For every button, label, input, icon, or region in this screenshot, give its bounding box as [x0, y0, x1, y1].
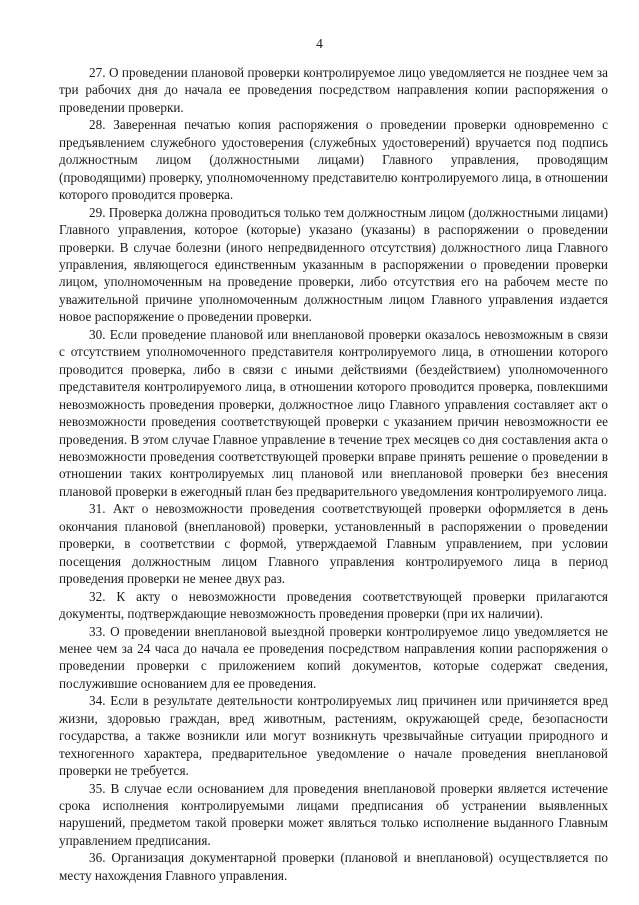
document-body [59, 64, 608, 884]
paragraph-30: 30. Если проведение плановой или внеплановой проверки оказалось невозможным в связи с отсутствием уполномоченного представителя контролируемого лица, в отношении которого проводится проверка, либо в связи с иными действиями (бездействием) уполномоченного представителя контролируемого лица, в отношении которого проводится проверка, повлекшими невозможность проведения проверки, должностное лицо Главного управления составляет акт о невозможности проведения соответствующей проверки с указанием причин невозможности ее проведения. В этом случае Главное управление в течение трех месяцев со дня составления акта о невозможности проведения соответствующей проверки вправе принять решение о проведении в отношении таких контролируемых лиц плановой или внеплановой проверки без внесения плановой проверки в ежегодный план без предварительного уведомления контролируемого лица. [59, 326, 608, 499]
paragraph-29: 29. Проверка должна проводиться только тем должностным лицом (должностными лицами) Главного управления, которое (которые) указано (указаны) в распоряжении о проведении проверки. В случае болезни (иного непредвиденного отсутствия) должностного лица Главного управления, являющегося единственным указанным в распоряжении о проведении проверки лицом, уполномоченным на проведение проверки, либо отсутствия его на рабочем месте по уважительной причине уполномоченным должностным лицом Главного управления издается новое распоряжение о проведении проверки. [59, 204, 608, 325]
paragraph-32: 32. К акту о невозможности проведения соответствующей проверки прилагаются документы, подтверждающие невозможность проведения проверки (при их наличии). [59, 588, 608, 622]
paragraph-36: 36. Организация документарной проверки (плановой и внеплановой) осуществляется по месту нахождения Главного управления. [59, 850, 608, 883]
paragraph-28: 28. Заверенная печатью копия распоряжения о проведении проверки одновременно с предъявлением служебного удостоверения (служебных удостоверений) вручается под подпись должностным лицом (должностными лицами) Главного управления, проводящим (проводящими) проверку, уполномоченному представителю контролируемого лица, в отношении которого проводится проверка. [59, 117, 608, 203]
paragraph-35: 35. В случае если основанием для проведения внеплановой проверки является истечение срока исполнения контролируемыми лицами предписания об устранении выявленных нарушений, предметом такой проверки может являться только исполнение выданного Главным управлением предписания. [59, 780, 608, 848]
page-number: 4 [316, 36, 323, 51]
paragraph-31: 31. Акт о невозможности проведения соответствующей проверки оформляется в день окончания плановой (внеплановой) проверки, установленный в распоряжении о проведении проверки, в соответствии с формой, утверждаемой Главным управлением, при условии посещения должностным лицом Главного управления контролируемого лица в период проведения проверки не менее двух раз. [59, 501, 608, 587]
paragraph-33: 33. О проведении внеплановой выездной проверки контролируемое лицо уведомляется не менее чем за 24 часа до начала ее проведения посредством направления копии распоряжения о проведении проверки с приложением копий документов, которые содержат сведения, послужившие основанием для ее проведения. [59, 623, 608, 691]
paragraph-34: 34. Если в результате деятельности контролируемых лиц причинен или причиняется вред жизни, здоровью граждан, вред животным, растениям, окружающей среде, безопасности государства, а также возникли или могут возникнуть чрезвычайные ситуации природного и техногенного характера, предварительное уведомление о начале проведения внеплановой проверки не требуется. [59, 693, 608, 779]
paragraph-27: 27. О проведении плановой проверки контролируемое лицо уведомляется не позднее чем за три рабочих дня до начала ее проведения посредством направления копии распоряжения о проведении проверки. [59, 65, 608, 115]
